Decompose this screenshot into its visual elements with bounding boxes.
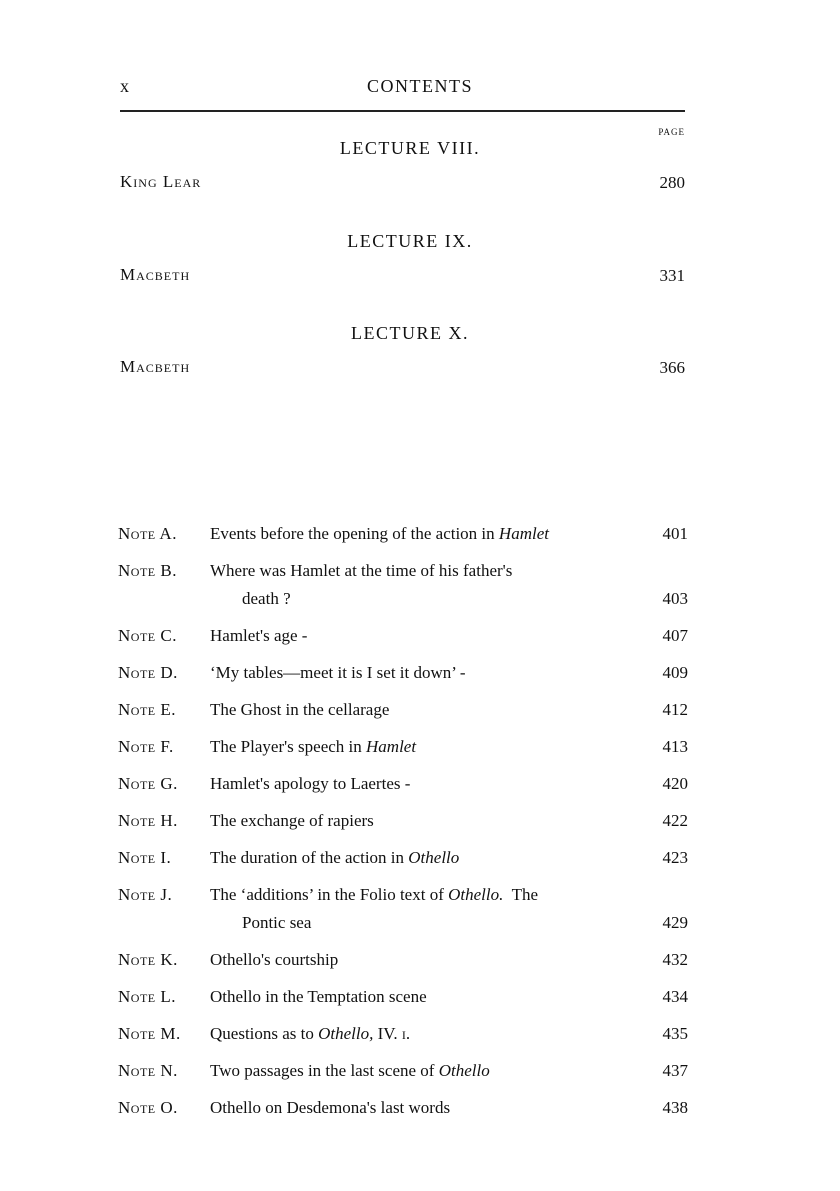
note-entry xyxy=(118,622,688,650)
note-entry xyxy=(118,1020,688,1048)
header-rule xyxy=(120,110,685,112)
note-page-number: 438 xyxy=(662,1098,688,1117)
note-entry xyxy=(118,946,688,974)
page-column-label: PAGE xyxy=(658,127,685,137)
note-entry xyxy=(118,844,688,872)
note-entry xyxy=(118,983,688,1011)
lecture-page-number: 331 xyxy=(659,266,685,285)
note-entry xyxy=(118,733,688,761)
note-title: Othello on Desdemona's last words xyxy=(210,1098,451,1117)
note-page-number: 432 xyxy=(662,950,688,969)
note-entry xyxy=(118,696,688,724)
note-entry xyxy=(118,557,688,613)
note-label: Note I. xyxy=(118,848,172,867)
note-label: Note L. xyxy=(118,987,176,1006)
note-label: Note O. xyxy=(118,1098,178,1117)
note-label: Note N. xyxy=(118,1061,178,1080)
note-title: Two passages in the last scene of Othello xyxy=(210,1061,490,1080)
note-title: Othello in the Temptation scene xyxy=(210,987,427,1006)
note-label: Note B. xyxy=(118,561,177,580)
note-title: The ‘additions’ in the Folio text of Othello. The Pontic sea xyxy=(210,885,538,932)
note-page-number: 409 xyxy=(662,663,688,682)
lecture-title: Macbeth xyxy=(120,265,191,284)
note-title: The duration of the action in Othello xyxy=(210,848,460,867)
lecture-title: King Lear xyxy=(120,172,202,191)
note-entry xyxy=(118,770,688,798)
note-page-number: 423 xyxy=(662,848,688,867)
note-title: The exchange of rapiers xyxy=(210,811,374,830)
note-entry xyxy=(118,659,688,687)
lecture-title: Macbeth xyxy=(120,357,191,376)
note-page-number: 420 xyxy=(662,774,688,793)
note-label: Note M. xyxy=(118,1024,181,1043)
note-label: Note F. xyxy=(118,737,174,756)
note-entry xyxy=(118,881,688,937)
lecture-page-number: 280 xyxy=(659,173,685,192)
note-title: Where was Hamlet at the time of his father's death ? xyxy=(210,561,513,608)
note-label: Note G. xyxy=(118,774,178,793)
note-title: ‘My tables—meet it is I set it down’ - xyxy=(210,663,466,682)
note-title: The Ghost in the cellarage xyxy=(210,700,390,719)
folio-number: x xyxy=(120,76,129,96)
note-page-number: 403 xyxy=(662,589,688,608)
note-label: Note C. xyxy=(118,626,177,645)
note-label: Note D. xyxy=(118,663,178,682)
note-title: Othello's courtship xyxy=(210,950,339,969)
note-title: Events before the opening of the action in Hamlet xyxy=(210,524,549,543)
lecture-page-number: 366 xyxy=(659,358,685,377)
note-title: Hamlet's age - xyxy=(210,626,308,645)
note-title: The Player's speech in Hamlet xyxy=(210,737,417,756)
note-label: Note J. xyxy=(118,885,173,904)
note-label: Note K. xyxy=(118,950,178,969)
note-page-number: 407 xyxy=(662,626,688,645)
note-page-number: 434 xyxy=(662,987,688,1006)
note-page-number: 413 xyxy=(662,737,688,756)
note-entry xyxy=(118,1094,688,1122)
note-entry xyxy=(118,520,688,548)
lecture-heading: LECTURE IX. xyxy=(347,231,473,251)
note-label: Note E. xyxy=(118,700,176,719)
note-title: Questions as to Othello, IV. i. xyxy=(210,1024,411,1043)
note-title: Hamlet's apology to Laertes - xyxy=(210,774,411,793)
note-page-number: 401 xyxy=(662,524,688,543)
lecture-heading: LECTURE VIII. xyxy=(339,138,481,158)
note-entry xyxy=(118,807,688,835)
running-head: CONTENTS xyxy=(367,76,473,96)
note-page-number: 435 xyxy=(662,1024,688,1043)
note-label: Note H. xyxy=(118,811,178,830)
note-page-number: 422 xyxy=(662,811,688,830)
note-label: Note A. xyxy=(118,524,177,543)
note-page-number: 412 xyxy=(662,700,688,719)
lecture-heading: LECTURE X. xyxy=(351,323,469,343)
note-entry xyxy=(118,1057,688,1085)
note-page-number: 437 xyxy=(662,1061,688,1080)
notes-list xyxy=(118,520,688,1131)
note-page-number: 429 xyxy=(662,913,688,932)
